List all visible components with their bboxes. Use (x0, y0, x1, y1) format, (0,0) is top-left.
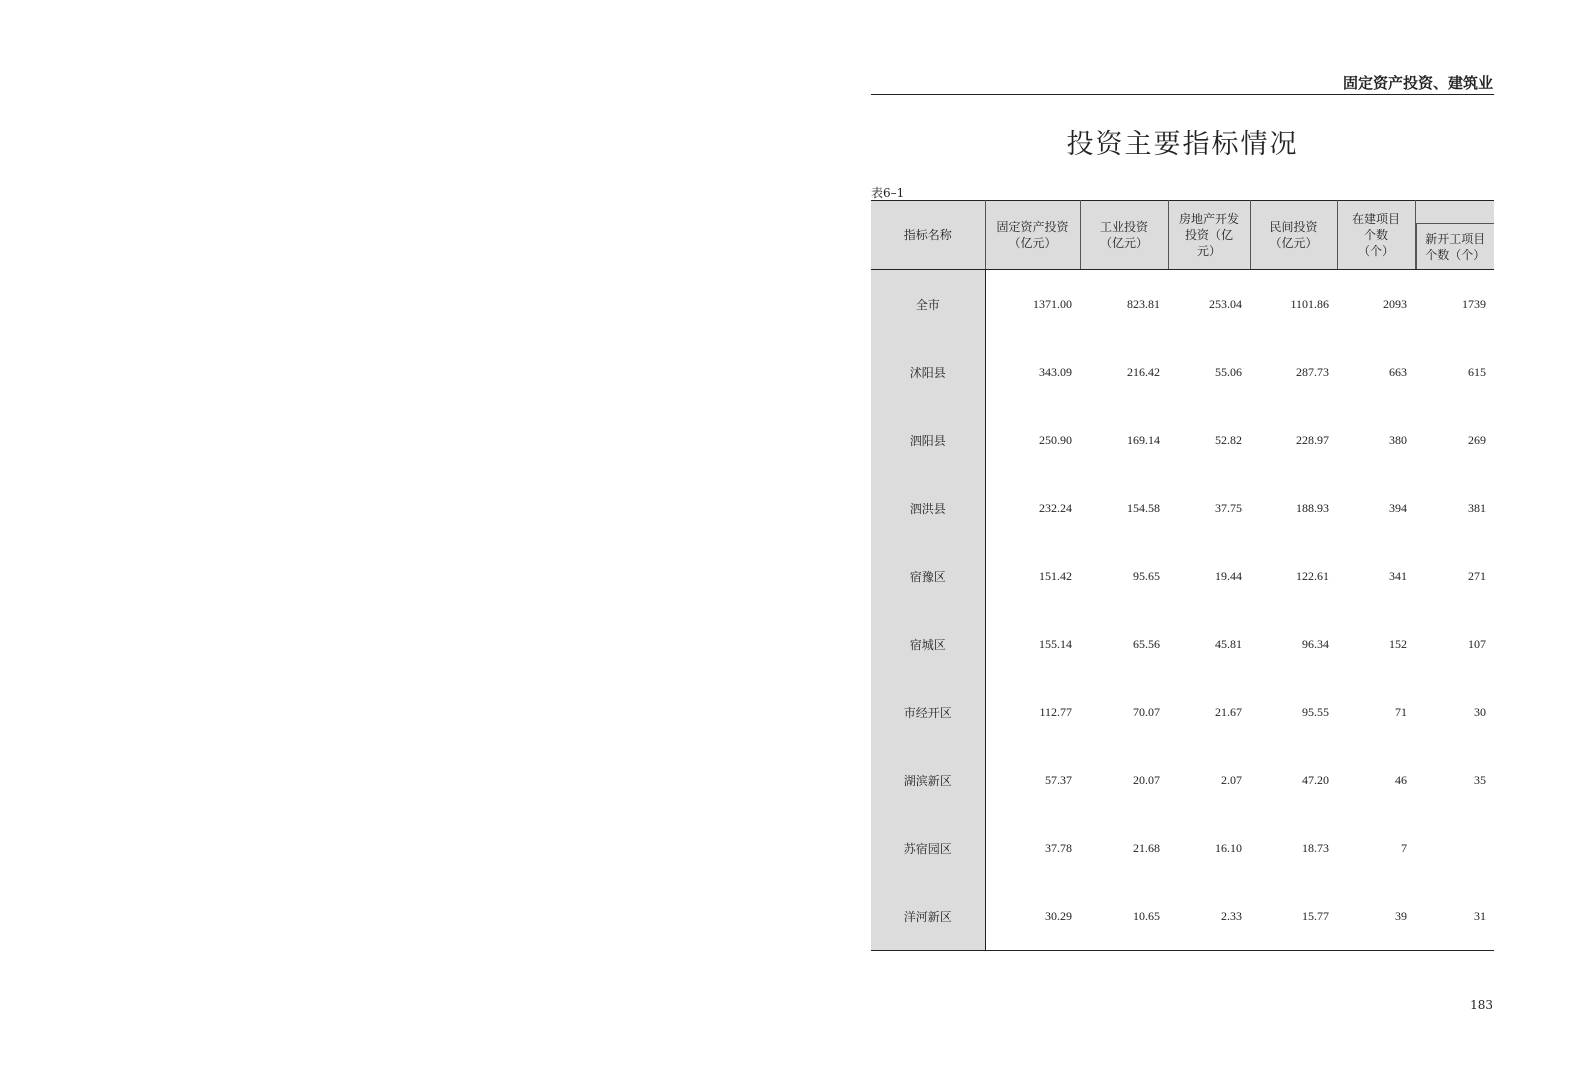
table-code: 表6–1 (871, 186, 905, 200)
cell-projects: 39 (1337, 882, 1415, 951)
investment-indicators-table (871, 200, 1494, 951)
cell-projects: 394 (1389, 500, 1407, 515)
cell-private: 47.20 (1302, 772, 1329, 787)
cell-fixed-asset: 151.42 (1039, 568, 1072, 583)
cell-new-projects: 271 (1468, 568, 1486, 583)
cell-industrial: 65.56 (1133, 636, 1160, 651)
cell-fixed-asset: 57.37 (1045, 772, 1072, 787)
cell-projects: 341 (1389, 568, 1407, 583)
cell-private: 15.77 (1250, 882, 1337, 951)
cell-projects: 152 (1389, 636, 1407, 651)
cell-industrial: 95.65 (1133, 568, 1160, 583)
header-real-estate-label: 房地产开发投资（亿元） (1178, 212, 1239, 258)
table-row (871, 474, 1494, 542)
header-new-projects (1415, 201, 1494, 270)
cell-industrial: 169.14 (1127, 432, 1160, 447)
cell-fixed-asset: 112.77 (1039, 704, 1072, 719)
cell-private: 96.34 (1302, 636, 1329, 651)
cell-real-estate: 52.82 (1215, 432, 1242, 447)
row-name-cell: 宿城区 (871, 610, 985, 678)
cell-private: 1101.86 (1290, 296, 1329, 311)
header-real-estate-investment (1168, 201, 1250, 270)
header-private-investment (1250, 201, 1337, 270)
cell-real-estate: 16.10 (1215, 840, 1242, 855)
table-row (871, 678, 1494, 746)
header-industrial-investment (1080, 201, 1168, 270)
row-name-cell: 市经开区 (871, 678, 985, 746)
cell-projects: 2093 (1383, 296, 1407, 311)
cell-new-projects: 30 (1474, 704, 1486, 719)
row-name-cell: 苏宿园区 (871, 814, 985, 882)
cell-fixed-asset: 37.78 (1045, 840, 1072, 855)
cell-projects: 7 (1401, 840, 1407, 855)
table-row (871, 338, 1494, 406)
cell-new-projects (1415, 814, 1494, 882)
header-fixed-asset-investment (985, 201, 1080, 270)
cell-projects: 380 (1389, 432, 1407, 447)
cell-new-projects: 107 (1468, 636, 1486, 651)
row-name-cell: 洋河新区 (871, 882, 985, 951)
cell-fixed-asset: 30.29 (985, 882, 1080, 951)
header-projects-label: 在建项目个数（个） (1351, 212, 1400, 258)
cell-real-estate: 45.81 (1215, 636, 1242, 651)
cell-industrial: 154.58 (1127, 500, 1160, 515)
cell-fixed-asset: 343.09 (1039, 364, 1072, 379)
cell-new-projects: 381 (1468, 500, 1486, 515)
header-new-projects-box (1416, 223, 1495, 269)
page-number: 183 (1470, 998, 1493, 1012)
table-row (871, 814, 1494, 882)
cell-private: 188.93 (1296, 500, 1329, 515)
cell-industrial: 823.81 (1127, 296, 1160, 311)
cell-fixed-asset: 1371.00 (1033, 296, 1072, 311)
cell-projects: 46 (1395, 772, 1407, 787)
row-name-cell: 湖滨新区 (871, 746, 985, 814)
cell-industrial: 21.68 (1133, 840, 1160, 855)
header-projects-under-construction (1337, 201, 1415, 270)
table-row (871, 882, 1494, 951)
header-private-label: 民间投资（亿元） (1269, 220, 1318, 250)
cell-real-estate: 19.44 (1215, 568, 1242, 583)
table-header-row (871, 201, 1494, 270)
row-name-cell: 宿豫区 (871, 542, 985, 610)
cell-new-projects: 615 (1468, 364, 1486, 379)
table-row (871, 610, 1494, 678)
cell-real-estate: 2.33 (1168, 882, 1250, 951)
table-row (871, 542, 1494, 610)
cell-industrial: 20.07 (1133, 772, 1160, 787)
cell-new-projects: 1739 (1462, 296, 1486, 311)
row-name-cell: 沭阳县 (871, 338, 985, 406)
header-rule (871, 94, 1494, 95)
cell-fixed-asset: 232.24 (1039, 500, 1072, 515)
page-title: 投资主要指标情况 (1066, 129, 1299, 160)
header-fixed-asset-label: 固定资产投资（亿元） (996, 220, 1069, 250)
header-indicator-name: 指标名称 (871, 201, 985, 270)
header-new-projects-label: 新开工项目个数（个） (1425, 231, 1486, 262)
cell-industrial: 70.07 (1133, 704, 1160, 719)
table-row (871, 270, 1494, 339)
row-name-cell: 泗洪县 (871, 474, 985, 542)
cell-real-estate: 21.67 (1215, 704, 1242, 719)
cell-private: 228.97 (1296, 432, 1329, 447)
cell-real-estate: 37.75 (1215, 500, 1242, 515)
header-industrial-label: 工业投资（亿元） (1099, 220, 1148, 250)
row-name-cell: 泗阳县 (871, 406, 985, 474)
cell-fixed-asset: 250.90 (1039, 432, 1072, 447)
cell-real-estate: 55.06 (1215, 364, 1242, 379)
cell-private: 18.73 (1302, 840, 1329, 855)
cell-new-projects: 31 (1415, 882, 1494, 951)
section-header-title: 固定资产投资、建筑业 (1342, 74, 1493, 92)
cell-projects: 71 (1395, 704, 1407, 719)
cell-private: 287.73 (1296, 364, 1329, 379)
cell-real-estate: 253.04 (1209, 296, 1242, 311)
table-container (871, 200, 1494, 951)
table-row (871, 406, 1494, 474)
cell-industrial: 10.65 (1080, 882, 1168, 951)
cell-private: 122.61 (1296, 568, 1329, 583)
cell-private: 95.55 (1302, 704, 1329, 719)
cell-real-estate: 2.07 (1221, 772, 1242, 787)
row-name-cell: 全市 (871, 270, 985, 339)
cell-new-projects: 35 (1474, 772, 1486, 787)
table-row (871, 746, 1494, 814)
cell-new-projects: 269 (1468, 432, 1486, 447)
cell-industrial: 216.42 (1127, 364, 1160, 379)
cell-fixed-asset: 155.14 (1039, 636, 1072, 651)
cell-projects: 663 (1389, 364, 1407, 379)
